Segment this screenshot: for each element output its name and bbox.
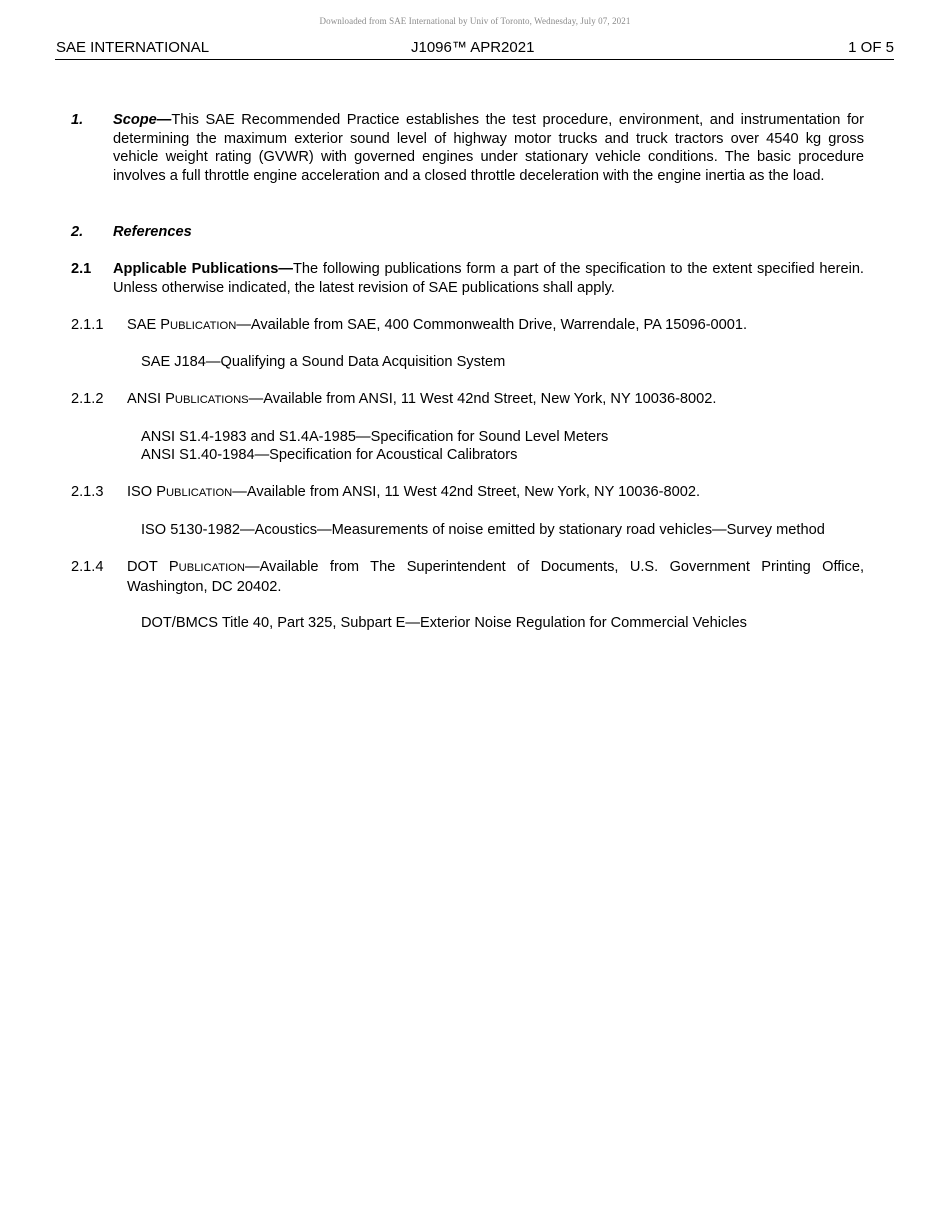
reference-item: DOT/BMCS Title 40, Part 325, Subpart E—Exterior Noise Regulation for Commercial Vehicles <box>141 615 747 631</box>
iso-text: —Available from ANSI, 11 West 42nd Street, New York, NY 10036-8002. <box>232 484 701 500</box>
header-page-number: 1 OF 5 <box>848 39 894 56</box>
header-document-id: J1096™ APR2021 <box>411 39 535 56</box>
section-number: 2.1.4 <box>71 559 104 575</box>
sae-text: —Available from SAE, 400 Commonwealth Drive, Warrendale, PA 15096-0001. <box>236 317 748 333</box>
references-heading: References <box>113 224 192 240</box>
sae-paragraph <box>127 316 864 336</box>
scope-heading: Scope— <box>113 112 172 128</box>
scope-text: This SAE Recommended Practice establishes the test procedure, environment, and instrumentation for determining the maximum exterior sound level of highway motor trucks and truck tractors over 4540 kg gross vehicle weight rating (GVWR) with governed engines under stationary vehicle conditions. The basic procedure involves a full throttle engine acceleration and a closed throttle deceleration with the engine inertia as the load. <box>113 112 864 185</box>
applicable-text: The following publications form a part of the specification to the extent specified herein. Unless otherwise indicated, the latest revision of SAE publications shall apply. <box>113 261 864 296</box>
sae-org-smallcaps: UBLICATION <box>170 320 237 332</box>
reference-item: ANSI S1.4-1983 and S1.4A-1985—Specification for Sound Level Meters <box>141 429 609 445</box>
ansi-org-smallcaps: UBLICATIONS <box>174 394 249 406</box>
section-number: 2.1.3 <box>71 484 104 500</box>
iso-paragraph <box>127 483 864 503</box>
dot-text: —Available from The Superintendent of Documents, U.S. Government Printing Office, Washington, DC 20402. <box>127 559 864 595</box>
reference-item: ANSI S1.40-1984—Specification for Acoustical Calibrators <box>141 447 518 463</box>
reference-item: ISO 5130-1982—Acoustics—Measurements of noise emitted by stationary road vehicles—Survey method <box>141 522 825 538</box>
sae-org: SAE P <box>127 317 170 333</box>
applicable-paragraph <box>113 260 864 297</box>
download-watermark: Downloaded from SAE International by Univ of Toronto, Wednesday, July 07, 2021 <box>319 16 631 26</box>
section-number: 2.1.1 <box>71 317 104 333</box>
ansi-org: ANSI P <box>127 391 175 407</box>
ansi-text: —Available from ANSI, 11 West 42nd Street, New York, NY 10036-8002. <box>248 391 717 407</box>
section-number: 2.1 <box>71 261 92 277</box>
section-number: 1. <box>71 112 84 128</box>
reference-item: SAE J184—Qualifying a Sound Data Acquisition System <box>141 354 506 370</box>
iso-org: ISO P <box>127 484 166 500</box>
header-organization: SAE INTERNATIONAL <box>56 39 210 56</box>
ansi-paragraph <box>127 390 864 410</box>
dot-paragraph <box>127 558 864 596</box>
section-number: 2.1.2 <box>71 391 104 407</box>
section-number: 2. <box>71 224 84 240</box>
dot-org: DOT P <box>127 559 179 575</box>
applicable-heading: Applicable Publications— <box>113 261 293 277</box>
scope-paragraph <box>113 111 864 186</box>
dot-org-smallcaps: UBLICATION <box>178 562 245 574</box>
page-header <box>55 38 894 60</box>
iso-org-smallcaps: UBLICATION <box>165 487 233 499</box>
